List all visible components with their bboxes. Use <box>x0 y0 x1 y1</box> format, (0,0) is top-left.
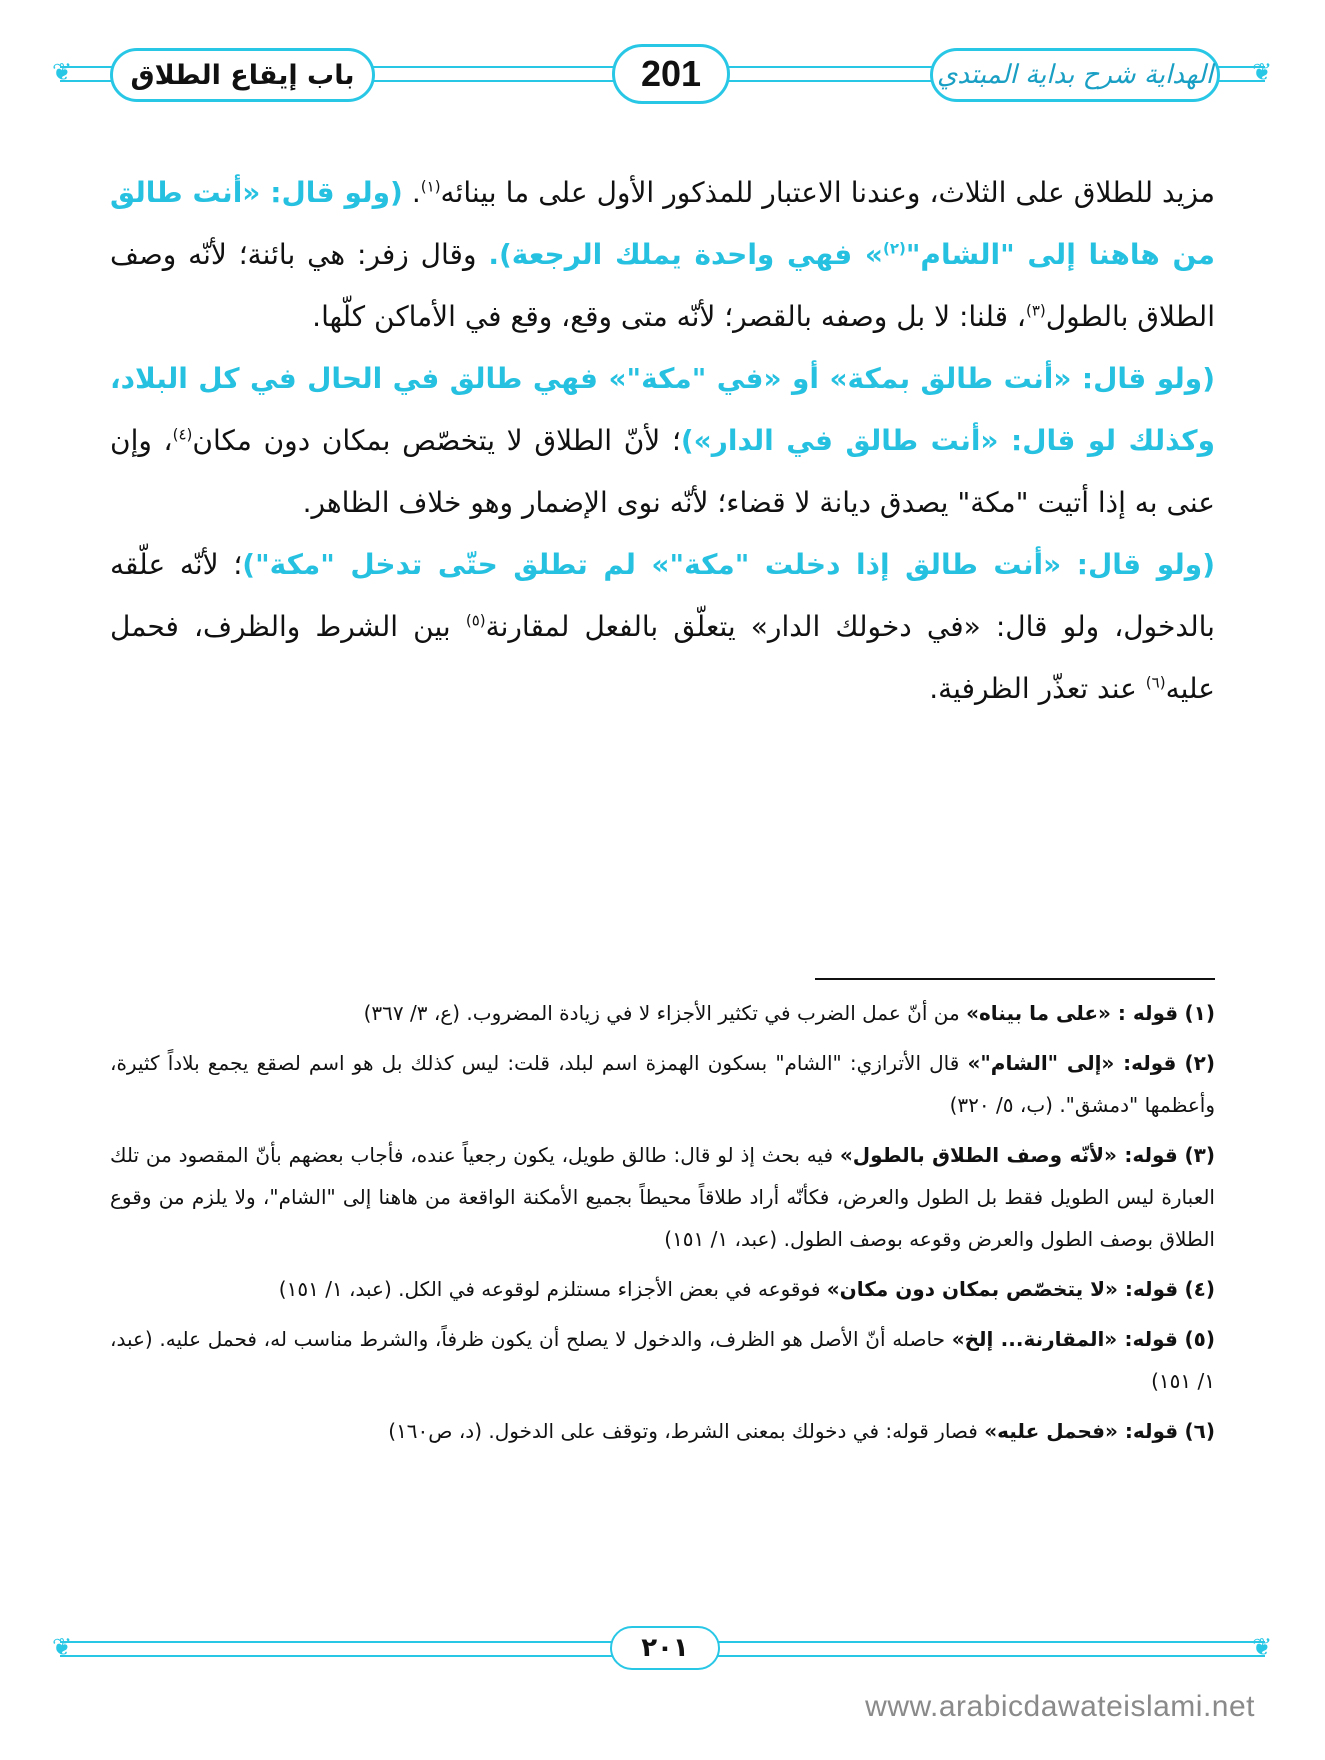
footnote-lead: قوله: «لأنّه وصف الطلاق بالطول» <box>839 1143 1178 1167</box>
footnote-text: فيه بحث إذ لو قال: طالق طويل، يكون رجعياً عنده، فأجاب بعضهم بأنّ المقصود من تلك العبارة ليس الطويل فقط بل الطول والعرض، فكأنّه أراد طلاقاً محيطاً بجميع الأمكنة الواقعة من هاهنا إلى "الشام"، ولا يلزم من وقوع الطلاق بوصف الطول والعرض وقوعه بوصف الطول. (عبد، ١/ ١٥١) <box>110 1143 1215 1251</box>
footnote-ref-3: (٣) <box>1025 301 1046 320</box>
chapter-title: باب إيقاع الطلاق <box>130 59 355 91</box>
header-book-box <box>930 48 1220 102</box>
footnote-number: (٥) <box>1184 1327 1216 1351</box>
footnote-text: فوقوعه في بعض الأجزاء مستلزم لوقوعه في الكل. (عبد، ١/ ١٥١) <box>278 1277 827 1301</box>
footnote-ref-2: (٢) <box>882 239 906 258</box>
footnote-5 <box>110 1318 1215 1402</box>
footnote-number: (٢) <box>1184 1051 1215 1075</box>
p1-text-a: مزيد للطلاق على الثلاث، وعندنا الاعتبار للمذكور الأول على ما بينائه <box>440 176 1215 209</box>
footnote-number: (٣) <box>1184 1143 1216 1167</box>
footnote-separator <box>815 978 1215 980</box>
p2-highlight: (ولو قال: «أنت طالق بمكة» أو «في "مكة"» فهي طالق في الحال في كل البلاد، وكذلك لو قال: «أنت طالق في الدار») <box>110 362 1215 457</box>
p1-text-b: . <box>402 176 421 209</box>
p1-text-c: وقال زفر: هي بائنة؛ لأنّه وصف الطلاق بالطول <box>110 238 1215 333</box>
footnote-text: فصار قوله: في دخولك بمعنى الشرط، وتوقف على الدخول. (د، ص١٦٠) <box>388 1419 985 1443</box>
paragraph-1 <box>110 162 1215 348</box>
main-text <box>110 162 1215 720</box>
footer-left-ornament-icon: ❦ <box>52 1633 73 1661</box>
footnote-lead: قوله: «لا يتخصّص بمكان دون مكان» <box>826 1277 1179 1301</box>
footnote-number: (٤) <box>1184 1277 1215 1301</box>
p3-highlight: (ولو قال: «أنت طالق إذا دخلت "مكة"» لم تطلق حتّى تدخل "مكة") <box>242 548 1215 581</box>
footnote-ref-6: (٦) <box>1145 673 1166 692</box>
footnote-1 <box>110 992 1215 1034</box>
footer-page-number: ٢٠١ <box>641 1633 689 1663</box>
footnotes <box>110 992 1215 1460</box>
footnote-text: حاصله أنّ الأصل هو الظرف، والدخول لا يصلح أن يكون ظرفاً، والشرط مناسب له، فحمل عليه. (عبد، ١/ ١٥١) <box>110 1327 1215 1393</box>
p1-highlight-a: (ولو قال: «أنت طالق من هاهنا إلى "الشام" <box>110 176 1216 271</box>
book-title: الهداية شرح بداية المبتدي <box>936 60 1214 90</box>
p3-text-c: عند تعذّر الظرفية. <box>929 672 1146 705</box>
header-left-ornament-icon: ❦ <box>52 58 73 86</box>
footnote-lead: قوله: «المقارنة... إلخ» <box>951 1327 1178 1351</box>
footnote-2 <box>110 1042 1215 1126</box>
p1-highlight-b: » فهي واحدة يملك الرجعة). <box>488 238 883 271</box>
website-url: www.arabicdawateislami.net <box>865 1690 1255 1723</box>
footnote-lead: قوله: «إلى "الشام"» <box>967 1051 1177 1075</box>
header-right-ornament-icon: ❦ <box>1252 58 1273 86</box>
footnote-number: (٦) <box>1184 1419 1215 1443</box>
footnote-ref-1: (١) <box>420 177 441 196</box>
footnote-text: قال الأترازي: "الشام" بسكون الهمزة اسم لبلد، قلت: ليس كذلك بل هو اسم لصقع يجمع بلاداً كثيرة، وأعظمها "دمشق". (ب، ٥/ ٣٢٠) <box>110 1051 1215 1117</box>
footnote-lead: قوله : «على ما بيناه» <box>966 1001 1179 1025</box>
footnote-number: (١) <box>1184 1001 1215 1025</box>
p3-text-a: ؛ لأنّه علّقه بالدخول، ولو قال: «في دخولك الدار» يتعلّق بالفعل لمقارنة <box>110 548 1215 643</box>
footnote-text: من أنّ عمل الضرب في تكثير الأجزاء لا في زيادة المضروب. (ع، ٣/ ٣٦٧) <box>363 1001 967 1025</box>
p3-text-b: بين الشرط والظرف، فحمل عليه <box>110 610 1215 705</box>
header-page-box <box>612 44 730 104</box>
footnote-6 <box>110 1410 1215 1452</box>
paragraph-2 <box>110 348 1215 534</box>
footnote-ref-5: (٥) <box>465 611 486 630</box>
p2-text-b: ، وإن عنى به إذا أتيت "مكة" يصدق ديانة لا قضاء؛ لأنّه نوى الإضمار وهو خلاف الظاهر. <box>110 424 1215 519</box>
footer-right-ornament-icon: ❦ <box>1252 1633 1273 1661</box>
paragraph-3 <box>110 534 1215 720</box>
header-chapter-box <box>110 48 375 102</box>
footnote-lead: قوله: «فحمل عليه» <box>984 1419 1179 1443</box>
page-number: 201 <box>640 53 702 94</box>
footnote-4 <box>110 1268 1215 1310</box>
p2-text-a: ؛ لأنّ الطلاق لا يتخصّص بمكان دون مكان <box>192 424 681 457</box>
p1-text-d: ، قلنا: لا بل وصفه بالقصر؛ لأنّه متى وقع، وقع في الأماكن كلّها. <box>312 300 1026 333</box>
footer-page-box <box>610 1626 720 1670</box>
footnote-3 <box>110 1134 1215 1260</box>
footnote-ref-4: (٤) <box>172 425 193 444</box>
